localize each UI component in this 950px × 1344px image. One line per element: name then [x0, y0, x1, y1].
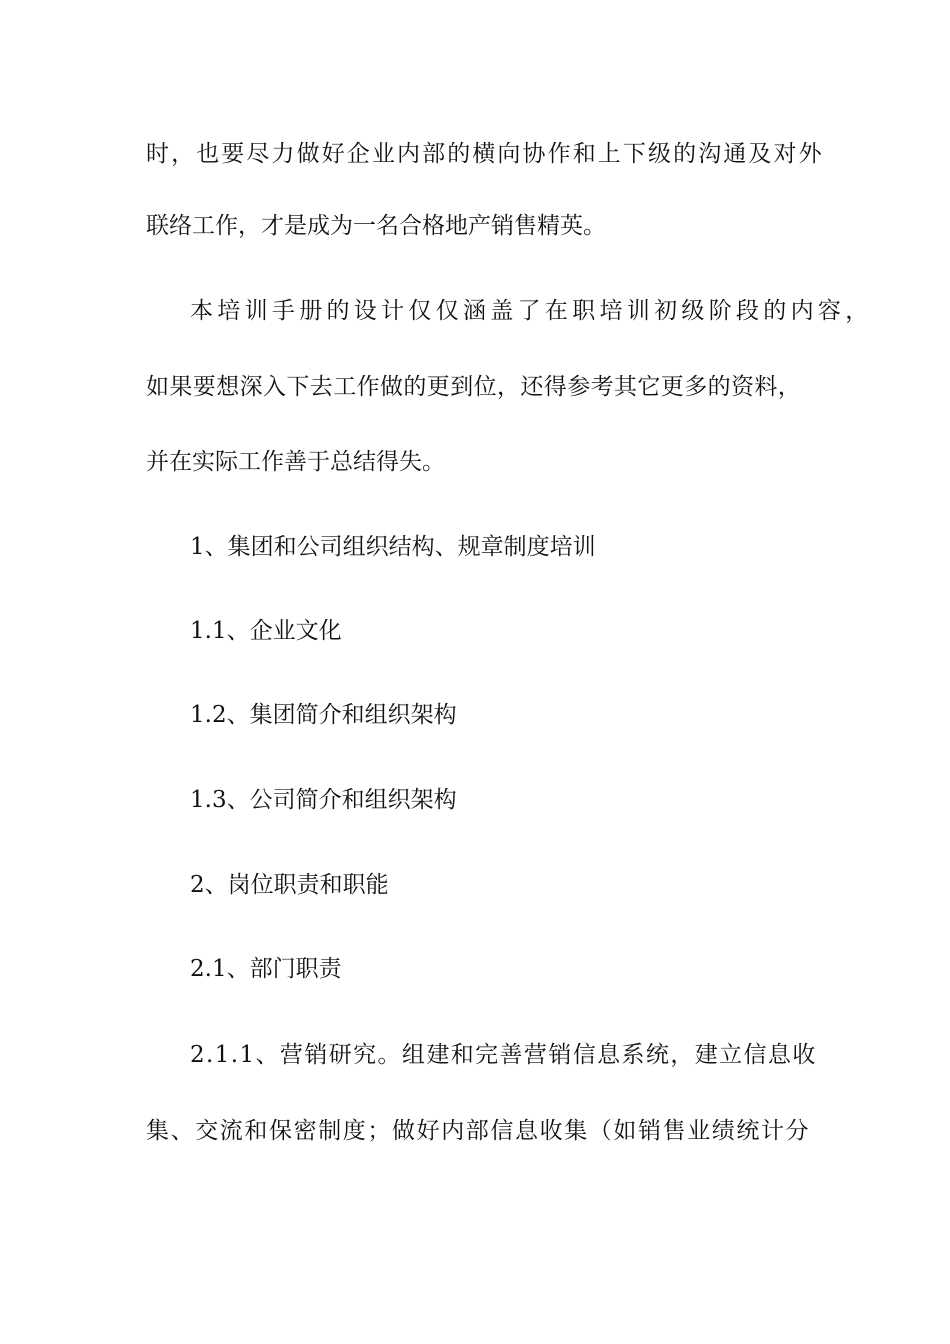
- heading-2-1: 2.1、部门职责: [190, 956, 342, 982]
- paragraph-line-3: 本培训手册的设计仅仅涵盖了在职培训初级阶段的内容，: [190, 298, 873, 324]
- paragraph-line-6: 2.1.1、营销研究。组建和完善营销信息系统，建立信息收: [190, 1042, 817, 1068]
- heading-1-3: 1.3、公司简介和组织架构: [190, 787, 457, 813]
- heading-2: 2、岗位职责和职能: [190, 872, 389, 898]
- paragraph-line-1: 时，也要尽力做好企业内部的横向协作和上下级的沟通及对外: [146, 141, 824, 167]
- paragraph-line-7: 集、交流和保密制度；做好内部信息收集（如销售业绩统计分: [146, 1118, 811, 1144]
- paragraph-line-4: 如果要想深入下去工作做的更到位，还得参考其它更多的资料，: [146, 374, 802, 400]
- paragraph-line-2: 联络工作，才是成为一名合格地产销售精英。: [146, 213, 606, 239]
- heading-1-2: 1.2、集团简介和组织架构: [190, 702, 457, 728]
- paragraph-line-5: 并在实际工作善于总结得失。: [146, 449, 445, 475]
- heading-1-1: 1.1、企业文化: [190, 618, 342, 644]
- heading-1: 1、集团和公司组织结构、规章制度培训: [190, 534, 596, 560]
